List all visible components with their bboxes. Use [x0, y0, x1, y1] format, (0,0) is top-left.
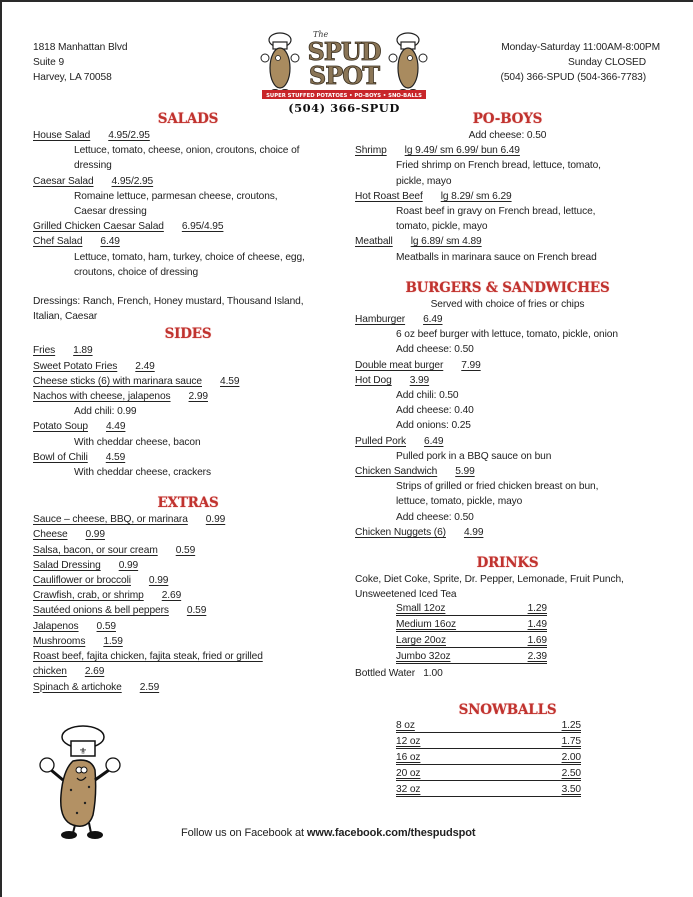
drink-sizes-table	[355, 602, 547, 664]
drink-size-row: Large 20oz 1.69	[396, 635, 547, 647]
item-desc: With cheddar cheese, crackers	[74, 467, 211, 479]
drink-size-row: Small 12oz 1.29	[396, 603, 547, 615]
extra-item: Cauliflower or broccoli 0.99	[33, 575, 169, 587]
page-edge-left	[0, 0, 2, 897]
address-block	[33, 40, 127, 86]
item-desc: Lettuce, tomato, ham, turkey, choice of cheese, egg,	[74, 251, 305, 263]
menu-item-hamburger: Hamburger 6.49	[355, 314, 443, 326]
svg-text:The: The	[313, 30, 329, 39]
item-desc: croutons, choice of dressing	[74, 266, 199, 278]
extra-item: chicken 2.69	[33, 666, 105, 678]
menu-item-chef-salad: Chef Salad 6.49	[33, 236, 120, 248]
menu-item-chicken-nuggets: Chicken Nuggets (6) 4.99	[355, 526, 484, 538]
extra-item: Jalapenos 0.59	[33, 620, 116, 632]
hours-sunday: Sunday CLOSED	[568, 57, 646, 69]
menu-item-bowl-of-chili: Bowl of Chili 4.59	[33, 451, 126, 463]
menu-item-caesar-salad: Caesar Salad 4.95/2.95	[33, 175, 154, 187]
menu-item-hot-dog: Hot Dog 3.99	[355, 374, 430, 386]
spud-spot-logo	[258, 28, 430, 118]
address-line: Harvey, LA 70058	[33, 72, 112, 84]
item-desc: Add chili: 0.50	[396, 390, 459, 402]
bottled-water: Bottled Water 1.00	[355, 668, 443, 680]
extra-item: Spinach & artichoke 2.59	[33, 681, 160, 693]
page-edge-top	[0, 0, 693, 2]
item-desc: Caesar dressing	[74, 206, 147, 218]
logo-phone: (504) 366-SPUD	[288, 101, 400, 115]
item-desc: With cheddar cheese, bacon	[74, 436, 201, 448]
item-desc: Pulled pork in a BBQ sauce on bun	[396, 450, 552, 462]
salads-heading: SALADS	[157, 111, 219, 127]
menu-item-hot-roast-beef: Hot Roast Beef lg 8.29/ sm 6.29	[355, 190, 512, 202]
snowball-size-row: 8 oz 1.25	[396, 719, 581, 731]
sides-heading: SIDES	[164, 326, 212, 343]
potato-mascot-logo-icon	[258, 28, 430, 100]
menu-item-fries: Fries 1.89	[33, 345, 93, 357]
item-desc: Lettuce, tomato, cheese, onion, croutons, choice of	[74, 145, 300, 157]
extra-item: Crawfish, crab, or shrimp 2.69	[33, 590, 182, 602]
item-desc: Add cheese: 0.50	[396, 511, 474, 523]
drink-size-row: Medium 16oz 1.49	[396, 619, 547, 631]
dressings-note: Dressings: Ranch, French, Honey mustard, Thousand Island,	[33, 296, 304, 308]
hours-block	[501, 40, 660, 86]
right-column	[355, 110, 660, 799]
svg-text:SUPER STUFFED POTATOES • PO-BO: SUPER STUFFED POTATOES • PO-BOYS • SNO-BALLS	[266, 93, 422, 99]
item-desc: lettuce, tomato, pickle, mayo	[396, 496, 523, 508]
extra-item: Salad Dressing 0.99	[33, 559, 139, 571]
menu-item-pulled-pork: Pulled Pork 6.49	[355, 435, 444, 447]
drink-size-row: Jumbo 32oz 2.39	[396, 651, 547, 663]
item-desc: Strips of grilled or fried chicken breast on bun,	[396, 481, 599, 493]
item-desc: tomato, pickle, mayo	[396, 221, 488, 233]
snowball-size-row: 20 oz 2.50	[396, 767, 581, 779]
footer-facebook	[181, 826, 475, 841]
poboys-note: Add cheese: 0.50	[468, 130, 547, 141]
snowball-sizes-table	[355, 719, 581, 797]
extra-item: Salsa, bacon, or sour cream 0.59	[33, 544, 196, 556]
burgers-heading: BURGERS & SANDWICHES	[405, 279, 610, 296]
extra-item: Sauce – cheese, BBQ, or marinara 0.99	[33, 514, 226, 526]
potato-chef-mascot-icon	[33, 725, 133, 840]
menu-item-double-meat-burger: Double meat burger 7.99	[355, 359, 481, 371]
drinks-list: Coke, Diet Coke, Sprite, Dr. Pepper, Lemonade, Fruit Punch,	[355, 574, 624, 586]
address-line: 1818 Manhattan Blvd	[33, 42, 128, 53]
snowballs-heading: SNOWBALLS	[458, 701, 557, 718]
extra-item: Roast beef, fajita chicken, fajita steak, fried or grilled	[33, 651, 263, 663]
menu-item-meatball: Meatball lg 6.89/ sm 4.89	[355, 236, 482, 248]
item-desc: Meatballs in marinara sauce on French bread	[396, 251, 597, 263]
svg-text:⚜: ⚜	[78, 746, 88, 756]
extra-item: Mushrooms 1.59	[33, 635, 123, 647]
menu-item-cheese-sticks: Cheese sticks (6) with marinara sauce 4.59	[33, 375, 240, 387]
item-desc: dressing	[74, 160, 112, 172]
snowball-size-row: 16 oz 2.00	[396, 751, 581, 763]
menu-item-potato-soup: Potato Soup 4.49	[33, 421, 126, 433]
extra-item: Cheese 0.99	[33, 529, 105, 541]
footer-prefix: Follow us on Facebook at	[181, 827, 307, 839]
svg-text:SPOT: SPOT	[308, 61, 380, 90]
item-desc: 6 oz beef burger with lettuce, tomato, pickle, onion	[396, 329, 618, 341]
drinks-heading: DRINKS	[476, 555, 539, 572]
poboys-heading: PO-BOYS	[472, 111, 543, 127]
item-desc: Add cheese: 0.50	[396, 344, 474, 356]
left-column	[33, 110, 343, 695]
item-desc: Add onions: 0.25	[396, 420, 471, 432]
menu-item-grilled-chicken-caesar: Grilled Chicken Caesar Salad 6.95/4.95	[33, 221, 224, 233]
extras-heading: EXTRAS	[157, 495, 219, 512]
item-desc: Roast beef in gravy on French bread, lettuce,	[396, 206, 596, 218]
item-desc: Romaine lettuce, parmesan cheese, croutons,	[74, 190, 278, 202]
menu-item-house-salad: House Salad 4.95/2.95	[33, 130, 150, 141]
snowball-size-row: 32 oz 3.50	[396, 783, 581, 795]
snowball-size-row: 12 oz 1.75	[396, 735, 581, 747]
phone-number: (504) 366-SPUD (504-366-7783)	[500, 72, 646, 84]
extra-item: Sautéed onions & bell peppers 0.59	[33, 605, 207, 617]
menu-item-chicken-sandwich: Chicken Sandwich 5.99	[355, 466, 475, 478]
menu-item-nachos: Nachos with cheese, jalapenos 2.99	[33, 391, 208, 403]
item-desc: Fried shrimp on French bread, lettuce, tomato,	[396, 160, 601, 172]
address-line: Suite 9	[33, 57, 65, 69]
dressings-note: Italian, Caesar	[33, 311, 98, 323]
item-desc: Add cheese: 0.40	[396, 405, 474, 417]
drinks-list: Unsweetened Iced Tea	[355, 589, 457, 601]
item-desc: Add chili: 0.99	[74, 406, 137, 418]
menu-item-sweet-potato-fries: Sweet Potato Fries 2.49	[33, 360, 155, 372]
hours-weekday: Monday-Saturday 11:00AM-8:00PM	[501, 42, 660, 53]
item-desc: pickle, mayo	[396, 175, 452, 187]
svg-text:SPUD: SPUD	[307, 37, 381, 66]
facebook-link[interactable]: www.facebook.com/thespudspot	[306, 827, 476, 839]
menu-item-shrimp: Shrimp lg 9.49/ sm 6.99/ bun 6.49	[355, 145, 520, 157]
burgers-note: Served with choice of fries or chips	[430, 298, 585, 310]
